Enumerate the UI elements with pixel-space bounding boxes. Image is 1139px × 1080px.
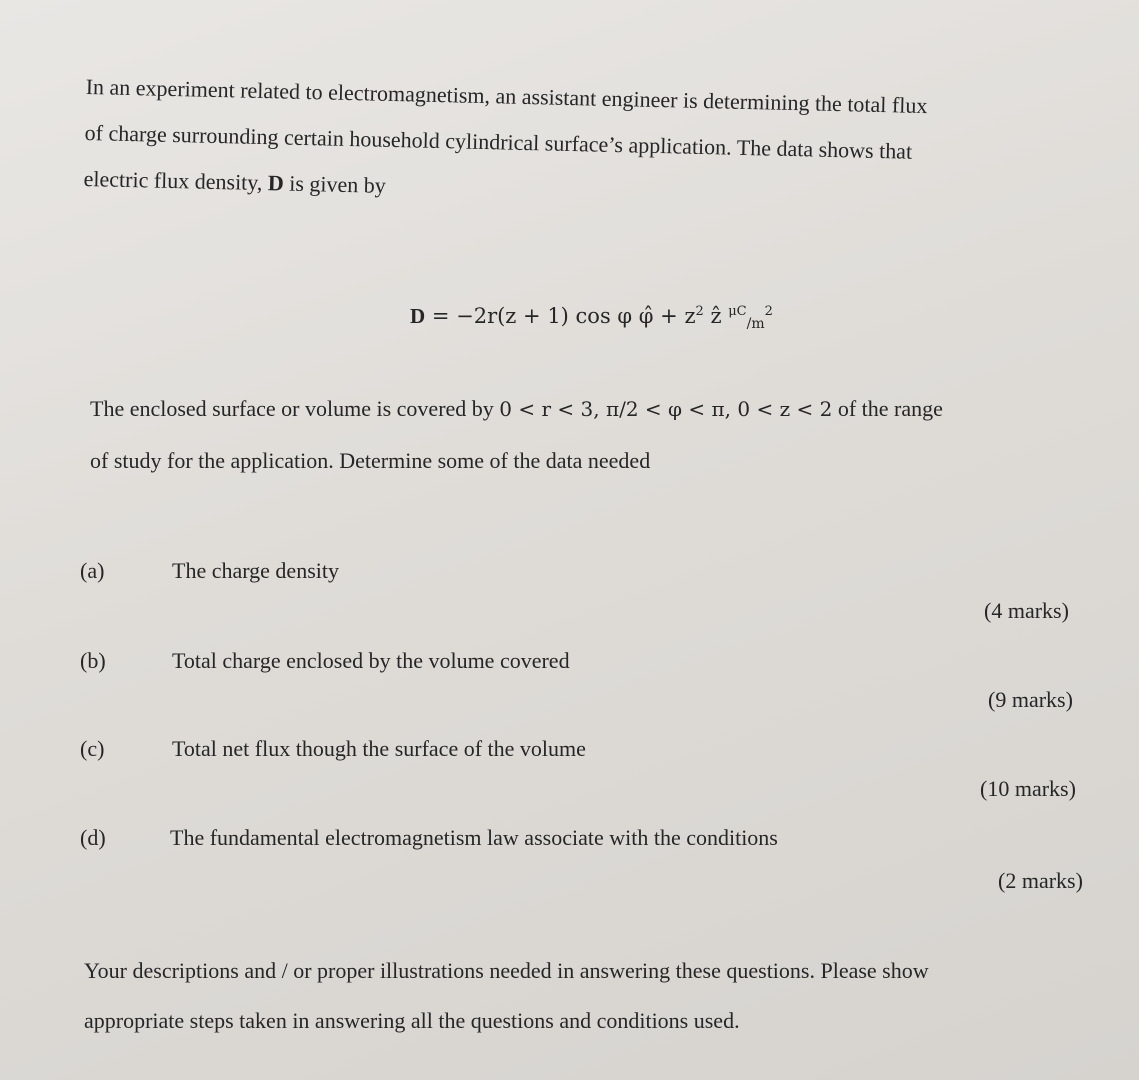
- equation-rhs: = −2r(z + 1) cos φ: [425, 304, 639, 328]
- question-b-marks: (9 marks): [988, 687, 1073, 712]
- range-paragraph: [90, 398, 1110, 502]
- question-text: The fundamental electromagnetism law associate with the conditions: [170, 825, 778, 850]
- unit-numerator: μC: [728, 304, 747, 319]
- instructions-line-1: Your descriptions and / or proper illustrations needed in answering these questions. Please show: [84, 958, 929, 983]
- phi-unit-vector: φ̂: [638, 304, 654, 328]
- flux-density-symbol: D: [267, 170, 285, 196]
- question-text: The charge density: [172, 558, 339, 583]
- unit-denominator: /m: [746, 316, 765, 333]
- intro-line-2: of charge surrounding certain household cylindrical surface’s application. The data shows that: [84, 119, 913, 164]
- range-line-1-post: of the range: [832, 396, 943, 421]
- equation-lhs: D: [410, 304, 426, 328]
- question-c-marks: (10 marks): [980, 776, 1076, 801]
- question-a-marks: (4 marks): [984, 598, 1069, 623]
- question-label: (d): [80, 825, 106, 850]
- instructions-line-2: appropriate steps taken in answering all the questions and conditions used.: [84, 1008, 740, 1033]
- question-label: (a): [80, 558, 105, 583]
- intro-line-3-post: is given by: [283, 170, 387, 198]
- equation-mid: + z: [653, 304, 696, 328]
- z-squared-exponent: 2: [695, 304, 704, 319]
- intro-line-3-pre: electric flux density,: [83, 165, 269, 196]
- unit-denominator-exponent: 2: [764, 304, 773, 319]
- intro-line-1: In an experiment related to electromagnetism, an assistant engineer is determining the total flux: [85, 74, 928, 119]
- question-text: Total net flux though the surface of the volume: [172, 736, 586, 761]
- question-label: (b): [80, 648, 106, 673]
- question-text: Total charge enclosed by the volume covered: [172, 648, 570, 673]
- intro-paragraph: [83, 76, 1096, 237]
- question-d-marks: (2 marks): [998, 868, 1083, 893]
- instructions-paragraph: [84, 958, 1124, 1058]
- range-line-1-pre: The enclosed surface or volume is covered by: [90, 396, 500, 421]
- range-condition: 0 < r < 3, π/2 < φ < π, 0 < z < 2: [499, 397, 833, 421]
- range-line-2: of study for the application. Determine some of the data needed: [90, 448, 651, 473]
- question-label: (c): [80, 736, 105, 761]
- range-line-1: [90, 398, 1110, 450]
- z-unit-vector: ẑ: [703, 304, 729, 328]
- flux-density-equation: [410, 304, 773, 332]
